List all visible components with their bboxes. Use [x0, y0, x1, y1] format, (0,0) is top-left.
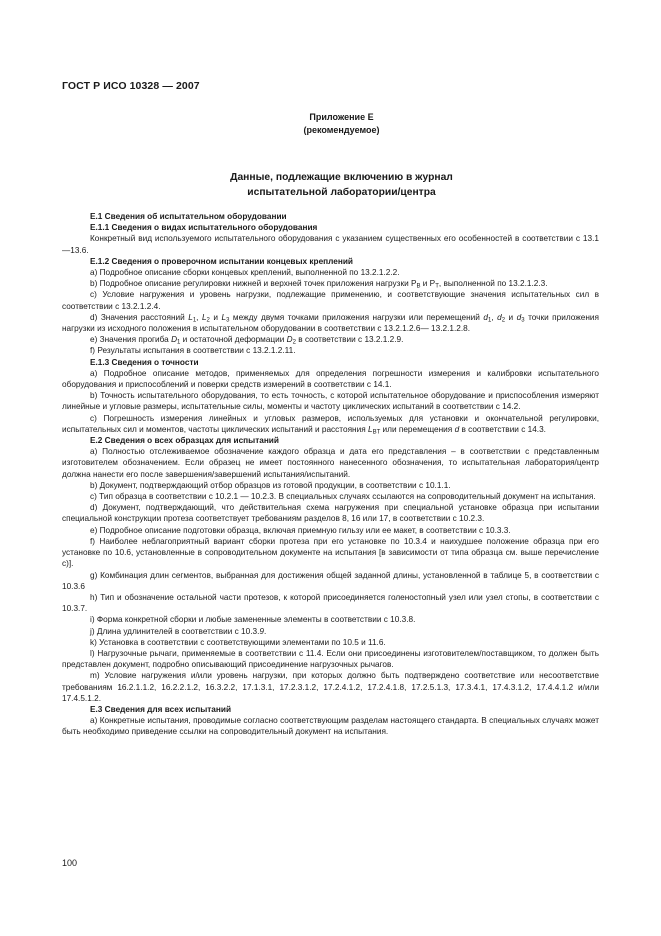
subsection-heading: Е.1.2 Сведения о проверочном испытании концевых креплений: [90, 256, 353, 266]
section-heading: Е.3 Сведения для всех испытаний: [90, 704, 232, 714]
appendix-label: Приложение Е: [309, 112, 374, 122]
paragraph: m) Условие нагружения и/или уровень нагрузки, при которых должно быть подтверждено соответствие или несоответствие требованиям 16.2.1.1.2, 16.2.2.1.2, 16.3.2.2, 17.1.3.1, 17.2.3.1.2, 17.2.4.1.2, 17.2.4.1.8, 17.2.5.1.3, 17.3.4.1, 17.4.3.1.2, 17.4.4.1.2 и/или 17.4.5.1.2.: [62, 671, 599, 703]
page-number: 100: [62, 858, 78, 868]
paragraph: l) Нагрузочные рычаги, применяемые в соответствии с 11.4. Если они присоединены изготовителем/поставщиком, то должен быть представлен документ, подробно описывающий присоединение нагрузочных рычагов.: [62, 648, 599, 670]
appendix-title-line2: испытательной лаборатории/центра: [247, 187, 436, 198]
paragraph: d) Документ, подтверждающий, что действительная схема нагружения при специальной установке образца при испытании специальной конструкции протеза соответствует требованиям разделов 8, 16 или 17, в соответствии с 10.2.3.: [62, 503, 599, 524]
paragraph: a) Подробное описание методов, применяемых для определения погрешности измерения и калибровки испытательного оборудования и приспособлений и поверки средств измерений в соответствии с 14.1.: [62, 368, 599, 390]
section-heading: Е.2 Сведения о всех образцах для испытаний: [90, 436, 279, 446]
paragraph: b) Документ, подтверждающий отбор образцов из готовой продукции, в соответствии с 10.1.1.: [90, 480, 451, 490]
paragraph: Конкретный вид используемого испытательного оборудования с указанием существенных его особенностей в соответствии с 13.1—13.6.: [62, 234, 599, 255]
paragraph: i) Форма конкретной сборки и любые замененные элементы в соответствии с 10.3.8.: [90, 615, 416, 625]
paragraph: e) Подробное описание подготовки образца, включая приемную гильзу или ее макет, в соответствии с 10.3.3.: [90, 525, 511, 535]
paragraph: f) Результаты испытания в соответствии с 13.2.1.2.11.: [90, 346, 296, 356]
paragraph: d) Значения расстояний $L_1$, $L_2$ и $L_3$ между двумя точками приложения нагрузки или перемещений $d_1$, $d_2$ и $d_3$ точки приложения нагрузки из исходного положения в испытательном оборудовании в соответствии с 13.2.1.2.6— 13.2.1.2.8.: [62, 312, 599, 334]
paragraph: b) Точность испытательного оборудования, то есть точность, с которой испытательное оборудование и приспособления измеряют линейные и угловые размеры, испытательные силы, моменты и частоту циклических испытаний в соответствии с 14.2.: [62, 391, 599, 412]
paragraph: c) Погрешность измерения линейных и угловых размеров, используемых для установки и окончательной регулировки, испытательных сил и моментов, частоты циклических испытаний и расстояния $L_{BT}$ или перемещения d в соответствии с 14.3.: [62, 413, 599, 436]
subsection-heading: Е.1.1 Сведения о видах испытательного оборудования: [90, 223, 318, 233]
paragraph: h) Тип и обозначение остальной части протезов, к которой присоединяется голеностопный узел или узел стопы, в соответствии с 10.3.7.: [62, 592, 599, 614]
paragraph: c) Тип образца в соответствии с 10.2.1 — 10.2.3. В специальных случаях ссылаются на сопроводительный документ на испытания.: [90, 492, 596, 502]
paragraph: a) Полностью отслеживаемое обозначение каждого образца и дата его представления – в соответствии с представленным изготовителем обозначением. Если образец не имеет постоянного нанесенного обозначения, то испытательная лаборатория/центр должна нанести его после завершения/завершений испытания/испытаний.: [62, 447, 599, 479]
paragraph: a) Подробное описание сборки концевых креплений, выполненной по 13.2.1.2.2.: [90, 268, 400, 278]
paragraph: f) Наиболее неблагоприятный вариант сборки протеза при его установке по 10.3.4 и наихудшее положение образца при его установке по 10.6, установленные в сопроводительном документе на испытания [в зависимости от типа образца см. выше перечисление c)].: [62, 536, 599, 569]
document-body: [62, 211, 599, 738]
standard-header: ГОСТ Р ИСО 10328 — 2007: [62, 80, 200, 92]
paragraph: e) Значения прогиба $D_1$ и остаточной деформации $D_2$ в соответствии с 13.2.1.2.9.: [90, 335, 404, 346]
subsection-heading: Е.1.3 Сведения о точности: [90, 357, 199, 367]
appendix-title-line1: Данные, подлежащие включению в журнал: [230, 172, 453, 183]
paragraph: k) Установка в соответствии с соответствующими элементами по 10.5 и 11.6.: [90, 637, 386, 647]
paragraph: b) Подробное описание регулировки нижней и верхней точек приложения нагрузки $P_B$ и $P_T$, выполненной по 13.2.1.2.3.: [90, 279, 548, 290]
paragraph: j) Длина удлинителей в соответствии с 10.3.9.: [90, 626, 267, 636]
appendix-status: (рекомендуемое): [303, 125, 380, 135]
paragraph: g) Комбинация длин сегментов, выбранная для достижения общей заданной длины, установленной в таблице 5, в соответствии с 10.3.6: [62, 570, 599, 591]
paragraph: c) Условие нагружения и уровень нагрузки, подлежащие применению, и соответствующие значения испытательных сил в соответствии с 13.2.1.2.4.: [62, 290, 599, 311]
section-heading: Е.1 Сведения об испытательном оборудовании: [90, 212, 287, 221]
paragraph: a) Конкретные испытания, проводимые согласно соответствующим разделам настоящего стандарта. В специальных случаях может быть необходимо приведение ссылки на сопроводительный документ на испытания.: [62, 716, 599, 737]
